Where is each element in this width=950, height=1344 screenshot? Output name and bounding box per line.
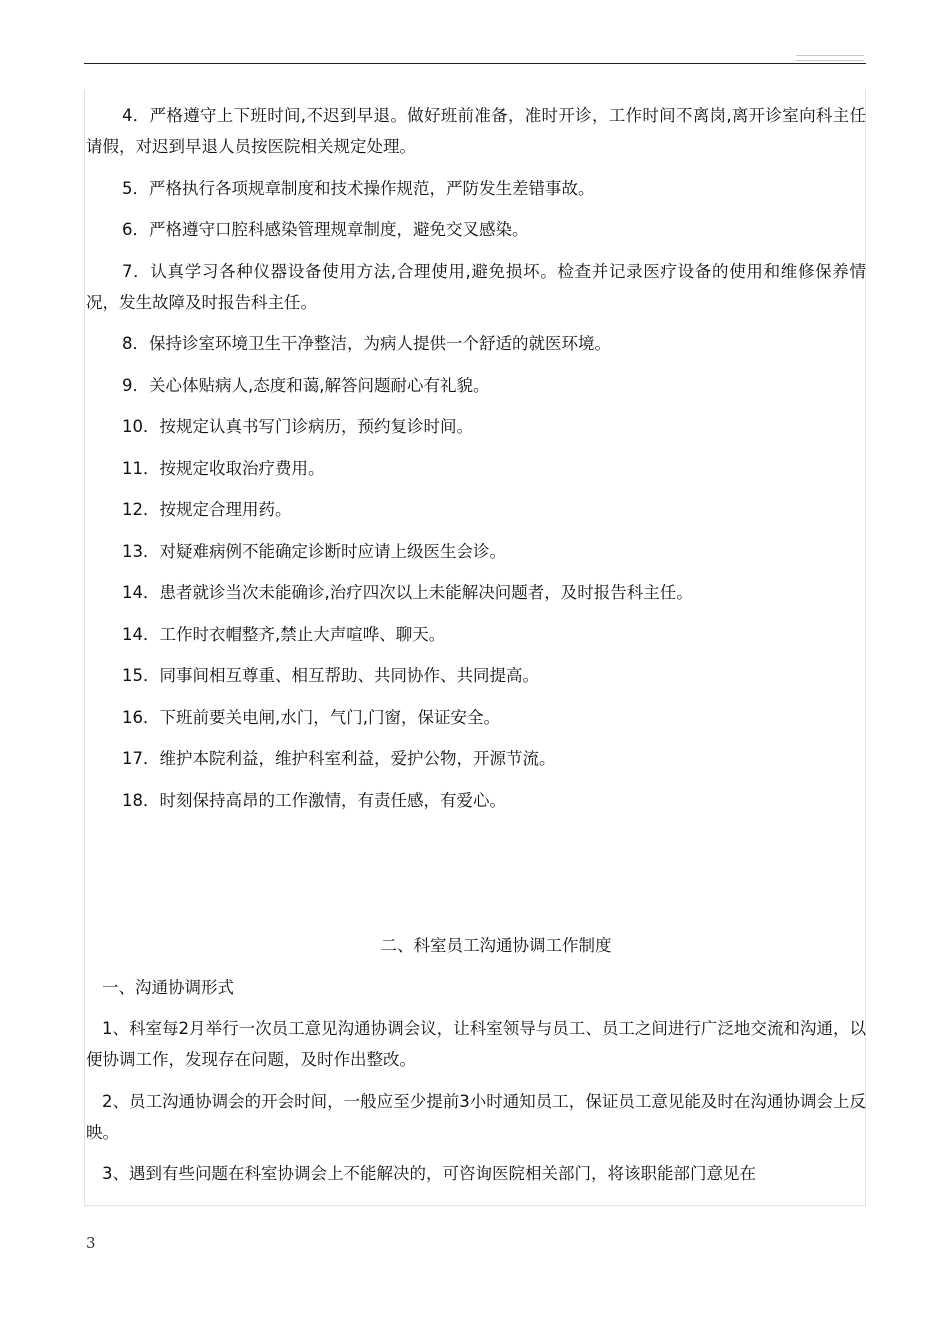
header-rule	[84, 63, 866, 64]
document-body	[86, 100, 866, 1200]
rule-item: 14．患者就诊当次未能确诊,治疗四次以上未能解决问题者，及时报告科主任。	[122, 583, 693, 602]
paragraph: 2、员工沟通协调会的开会时间，一般应至少提前3小时通知员工，保证员工意见能及时在沟通协调会上反映。	[86, 1091, 866, 1142]
page-number: 3	[86, 1234, 96, 1252]
rule-item: 12．按规定合理用药。	[122, 500, 292, 519]
paragraph: 1、科室每2月举行一次员工意见沟通协调会议，让科室领导与员工、员工之间进行广泛地交流和沟通，以便协调工作，发现存在问题，及时作出整改。	[86, 1019, 866, 1069]
rule-item: 5．严格执行各项规章制度和技术操作规范，严防发生差错事故。	[122, 178, 595, 198]
section-spacer	[86, 826, 866, 930]
header-mark	[796, 55, 864, 61]
rule-item: 13．对疑难病例不能确定诊断时应请上级医生会诊。	[122, 541, 506, 561]
rule-item: 6．严格遵守口腔科感染管理规章制度，避免交叉感染。	[122, 220, 529, 239]
rule-item: 10．按规定认真书写门诊病历，预约复诊时间。	[122, 417, 473, 436]
rule-item: 15．同事间相互尊重、相互帮助、共同协作、共同提高。	[122, 666, 539, 685]
rule-item: 11．按规定收取治疗费用。	[122, 458, 325, 478]
rule-item: 18．时刻保持高昂的工作激情，有责任感，有爱心。	[122, 790, 506, 810]
rule-item: 14．工作时衣帽整齐,禁止大声喧哗、聊天。	[122, 624, 446, 644]
section-title: 二、科室员工沟通协调工作制度	[380, 936, 612, 955]
rule-item: 17．维护本院利益，维护科室利益，爱护公物，开源节流。	[122, 749, 556, 768]
rule-item: 7．认真学习各种仪器设备使用方法,合理使用,避免损坏。检查并记录医疗设备的使用和维修保养情况，发生故障及时报告科主任。	[86, 261, 866, 312]
rule-item: 4．严格遵守上下班时间,不迟到早退。做好班前准备，准时开诊，工作时间不离岗,离开诊室向科主任请假，对迟到早退人员按医院相关规定处理。	[86, 106, 866, 156]
rule-item: 8．保持诊室环境卫生干净整洁，为病人提供一个舒适的就医环境。	[122, 334, 611, 353]
paragraph: 3、遇到有些问题在科室协调会上不能解决的，可咨询医院相关部门，将该职能部门意见在	[102, 1164, 756, 1183]
subheading: 一、沟通协调形式	[102, 977, 234, 997]
rule-item: 9．关心体贴病人,态度和蔼,解答问题耐心有礼貌。	[122, 375, 490, 395]
rule-item: 16．下班前要关电闸,水门，气门,门窗，保证安全。	[122, 707, 500, 727]
